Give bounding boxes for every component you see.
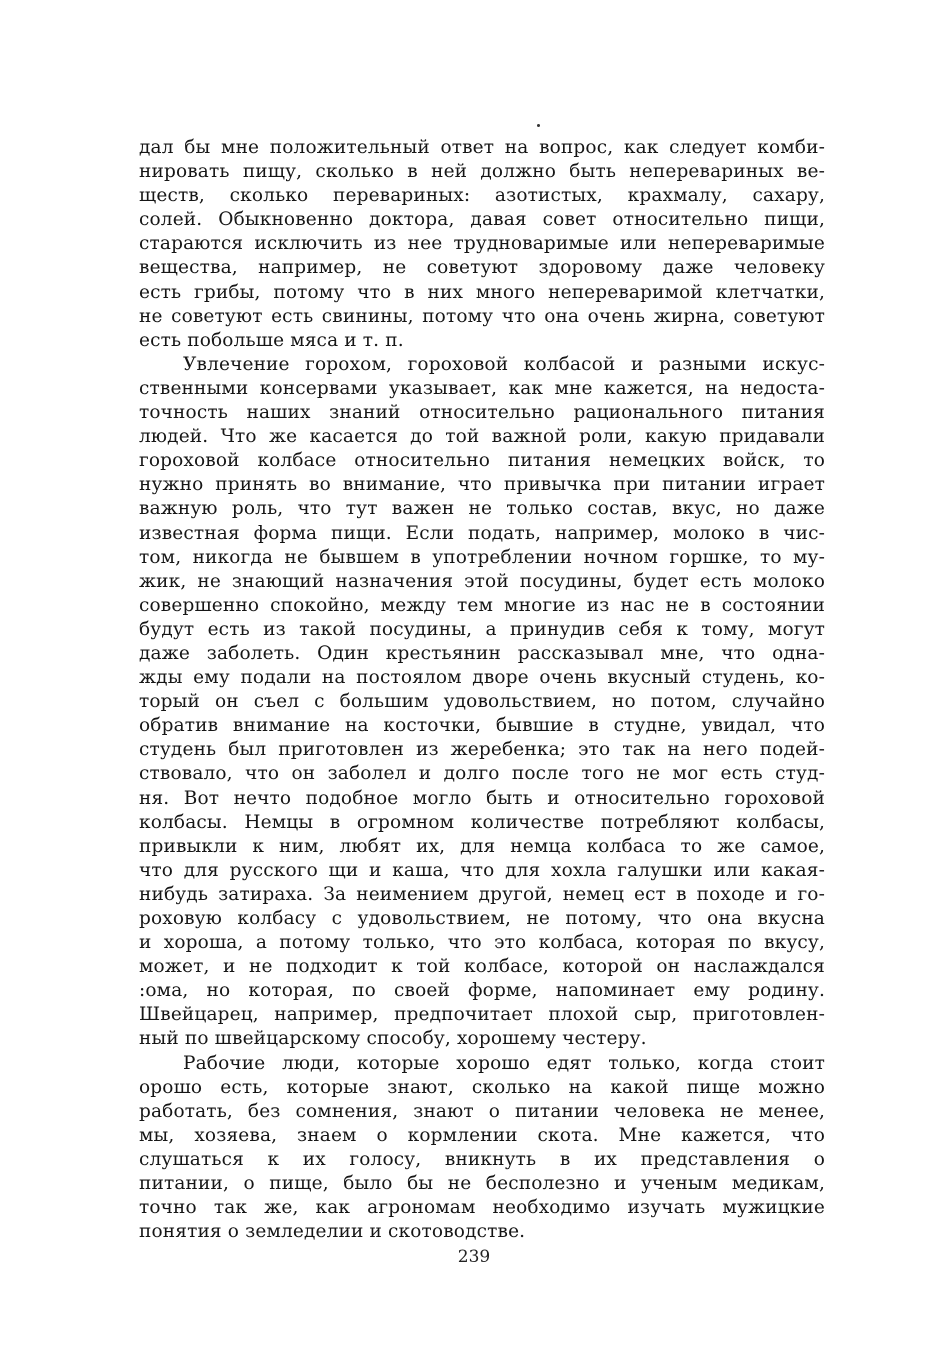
text-line: :ома, но которая, по своей форме, напоминает ему родину.	[139, 980, 825, 1002]
text-line: жды ему подали на постоялом дворе очень вкусный студень, ко-	[139, 667, 825, 689]
text-line: ный по швейцарскому способу, хорошему честеру.	[139, 1028, 647, 1050]
text-line: людей. Что же касается до той важной роли, какую придавали	[139, 426, 825, 448]
text-line: есть грибы, потому что в них много непереваримой клетчатки,	[139, 281, 825, 303]
text-line: том, никогда не бывшем в употреблении ночном горшке, то му-	[139, 546, 825, 568]
text-line: жик, не знающий назначения этой посудины, будет есть молоко	[139, 570, 825, 592]
text-line: мы, хозяева, знаем о кормлении скота. Мне кажется, что	[139, 1124, 825, 1146]
text-line: гороховой колбасе относительно питания немецких войск, то	[139, 450, 825, 472]
text-line: ществ, сколько перевариных: азотистых, крахмалу, сахару,	[139, 185, 825, 207]
text-line: Рабочие люди, которые хорошо едят только, когда стоит	[183, 1052, 825, 1074]
text-line: Увлечение горохом, гороховой колбасой и разными искус-	[183, 353, 825, 375]
text-line: нужно принять во внимание, что привычка при питании играет	[139, 474, 825, 496]
text-line: точно так же, как агрономам необходимо изучать мужицкие	[139, 1197, 825, 1219]
text-line: ня. Вот нечто подобное могло быть и относительно гороховой	[139, 787, 825, 809]
text-line: ствовало, что он заболел и долго после того не мог есть студ-	[139, 763, 825, 785]
text-line: солей. Обыкновенно доктора, давая совет относительно пищи,	[139, 209, 825, 231]
text-line: слушаться к их голосу, вникнуть в их представления о	[139, 1148, 825, 1170]
text-line: торый он съел с большим удовольствием, но потом, случайно	[139, 691, 825, 713]
text-line: стараются исключить из нее трудноваримые или непереваримые	[139, 233, 825, 255]
text-line: роховую колбасу с удовольствием, не потому, что она вкусна	[139, 908, 825, 929]
text-line: колбасы. Немцы в огромном количестве потребляют колбасы,	[139, 811, 825, 833]
paragraph	[139, 353, 825, 1052]
text-line: ственными консервами указывает, как мне кажется, на недоста-	[139, 377, 825, 399]
text-line: точность наших знаний относительно рационального питания	[139, 402, 825, 424]
paragraph	[139, 136, 825, 353]
print-speck	[537, 124, 540, 127]
text-line: не советуют есть свинины, потому что она очень жирна, советуют	[139, 305, 825, 327]
text-line: нировать пищу, сколько в ней должно быть неперевариных ве-	[139, 161, 825, 183]
text-line: есть побольше мяса и т. п.	[139, 329, 404, 351]
text-line: совершенно спокойно, между тем многие из нас не в состоянии	[139, 594, 825, 616]
text-line: Швейцарец, например, предпочитает плохой сыр, приготовлен-	[139, 1004, 825, 1026]
text-line: обратив внимание на косточки, бывшие в студне, увидал, что	[139, 715, 825, 737]
text-line: студень был приготовлен из жеребенка; это так на него подей-	[139, 739, 825, 761]
text-line: будут есть из такой посудины, а принудив себя к тому, могут	[139, 618, 825, 640]
text-line: важную роль, что тут важен не только состав, вкус, но даже	[139, 498, 825, 520]
text-line: даже заболеть. Один крестьянин рассказывал мне, что одна-	[139, 642, 825, 664]
page-number: 239	[457, 1247, 491, 1267]
body-text	[139, 136, 825, 1244]
text-line: и хороша, а потому только, что это колбаса, которая по вкусу,	[139, 932, 825, 954]
text-line: может, и не подходит к той колбасе, которой он наслаждался	[139, 956, 825, 978]
text-line: привыкли к ним, любят их, для немца колбаса то же самое,	[139, 835, 825, 857]
text-line: орошо есть, которые знают, сколько на какой пище можно	[139, 1076, 825, 1098]
text-line: питании, о пище, было бы не бесполезно и ученым медикам,	[139, 1173, 825, 1195]
text-line: известная форма пищи. Если подать, например, молоко в чис-	[139, 522, 825, 544]
text-line: нибудь затираха. За неимением другой, немец ест в походе и го-	[139, 883, 825, 905]
text-line: дал бы мне положительный ответ на вопрос, как следует комби-	[139, 137, 825, 158]
text-line: понятия о земледелии и скотоводстве.	[139, 1221, 526, 1243]
text-line: вещества, например, не советуют здоровому даже человеку	[139, 257, 825, 279]
text-line: работать, без сомнения, знают о питании человека не менее,	[139, 1100, 825, 1122]
paragraph	[139, 1052, 825, 1245]
text-line: что для русского щи и каша, что для хохла галушки или какая-	[139, 859, 825, 881]
